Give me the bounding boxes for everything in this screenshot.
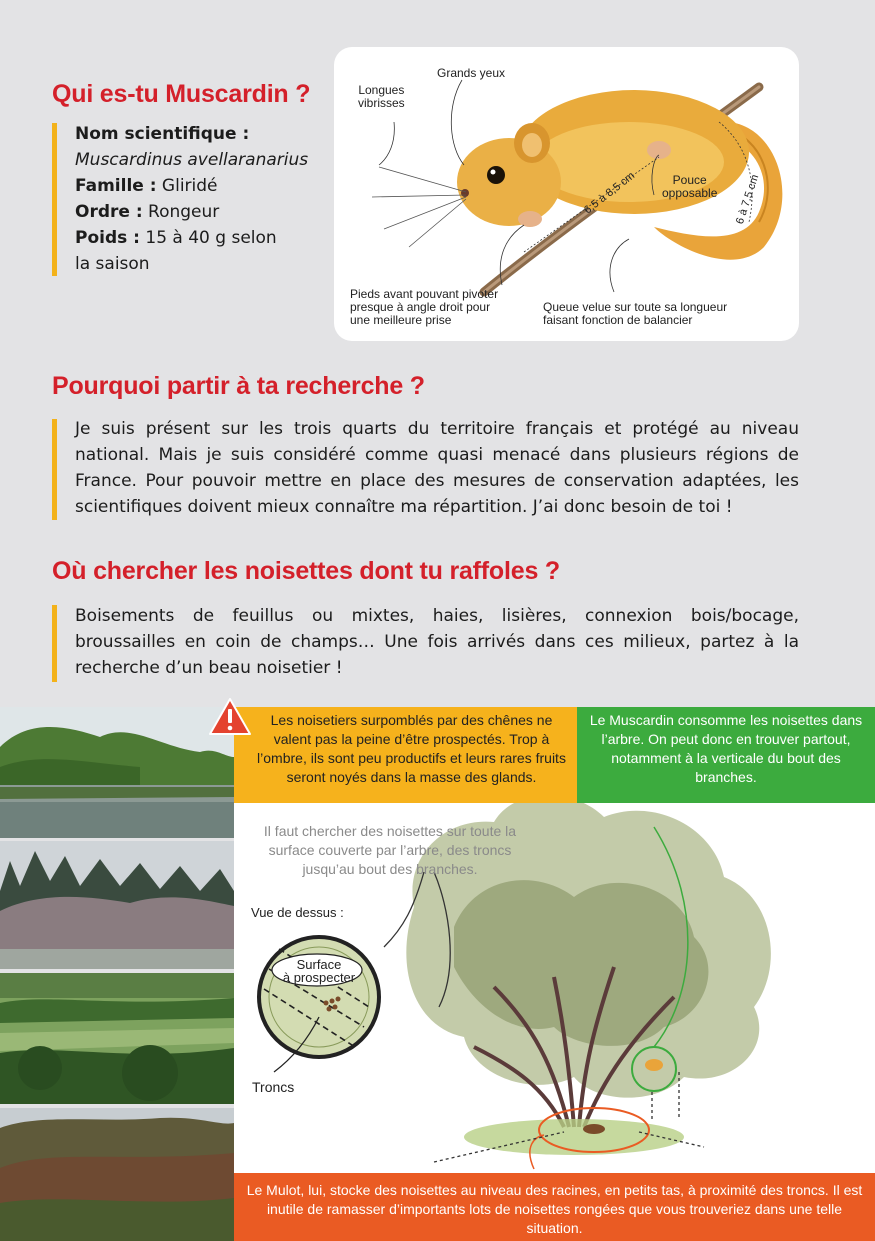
section-title-identity: Qui es-tu Muscardin ? (52, 80, 311, 108)
label-whiskers: Longues vibrisses (358, 83, 405, 110)
why-paragraph: Je suis présent sur les trois quarts du territoire français et protégé au niveau national. Mais je suis considéré comme quasi menacé dans plusieurs régions de France. Pour pouvoir mettre en place des mesures de conservation adaptées, les scientifiques doivent mieux connaître ma répartition. J’ai donc besoin de toi ! (75, 419, 799, 517)
identity-row (75, 225, 335, 251)
dormouse-illustration (334, 47, 799, 341)
identity-row-value: Gliridé (156, 176, 218, 196)
warning-icon (208, 697, 252, 737)
photo-riverside-woods (0, 707, 234, 838)
where-paragraph: Boisements de feuillus ou mixtes, haies, lisières, connexion bois/bocage, broussailles en coin de champs… Une fois arrivés dans ces milieux, partez à la recherche d’un beau noisetier ! (75, 606, 799, 678)
section-title-why: Pourquoi partir à ta recherche ? (52, 372, 425, 400)
identity-row (75, 121, 335, 147)
identity-row-label: Famille : (75, 176, 157, 196)
identity-row-label: Nom scientifique : (75, 124, 250, 144)
identity-info (75, 121, 335, 277)
identity-row-label: Ordre : (75, 202, 143, 222)
muscardin-feeding-box: Le Muscardin consomme les noisettes dans l’arbre. On peut donc en trouver partout, notamment à la verticale du bout des branches. (577, 707, 875, 803)
label-thumb: Pouce opposable (662, 173, 718, 200)
label-eyes: Grands yeux (437, 66, 506, 80)
identity-row (75, 173, 335, 199)
label-tail-size: 6 à 7,5 cm (734, 173, 762, 226)
accent-bar (52, 123, 57, 276)
photo-bocage-landscape (0, 973, 234, 1104)
identity-row (75, 147, 335, 173)
identity-row-value: Muscardinus avellaranarius (75, 150, 309, 170)
label-feet: Pieds avant pouvant pivoter presque à angle droit pour une meilleure prise (350, 287, 499, 327)
identity-row (75, 251, 335, 277)
label-tail: Queue velue sur toute sa longueur faisant fonction de balancier (543, 300, 728, 327)
identity-row-value: 15 à 40 g selon (139, 228, 277, 248)
section-title-where: Où chercher les noisettes dont tu raffoles ? (52, 557, 560, 585)
identity-row (75, 199, 335, 225)
mulot-storage-box: Le Mulot, lui, stocke des noisettes au niveau des racines, en petits tas, à proximité des troncs. Il est inutile de ramasser d’importants lots de noisettes rongées que vous trouveriez dans une telle situation. (234, 1173, 875, 1241)
accent-bar (52, 419, 57, 520)
trunks-label: Troncs (252, 1079, 295, 1095)
identity-row-value: la saison (75, 254, 150, 274)
accent-bar (52, 605, 57, 682)
search-area-note: Il faut chercher des noisettes sur toute la surface couverte par l’arbre, des troncs jusqu’au bout des branches. (263, 823, 517, 877)
photo-brambles (0, 1108, 234, 1241)
label-body-size: 6,5 à 8,5 cm (582, 169, 638, 217)
identity-row-value: Rongeur (142, 202, 220, 222)
identity-row-label: Poids : (75, 228, 140, 248)
oak-shade-warning-box: Les noisetiers surpomblés par des chênes ne valent pas la peine d’être prospectés. Trop à l’ombre, ils sont peu productifs et leurs rares fruits seront noyés dans la masse des glands. (234, 707, 577, 803)
surface-label: Surface à prospecter (282, 957, 356, 985)
photo-frosty-hedge (0, 841, 234, 969)
top-view-label: Vue de dessus : (251, 905, 344, 920)
